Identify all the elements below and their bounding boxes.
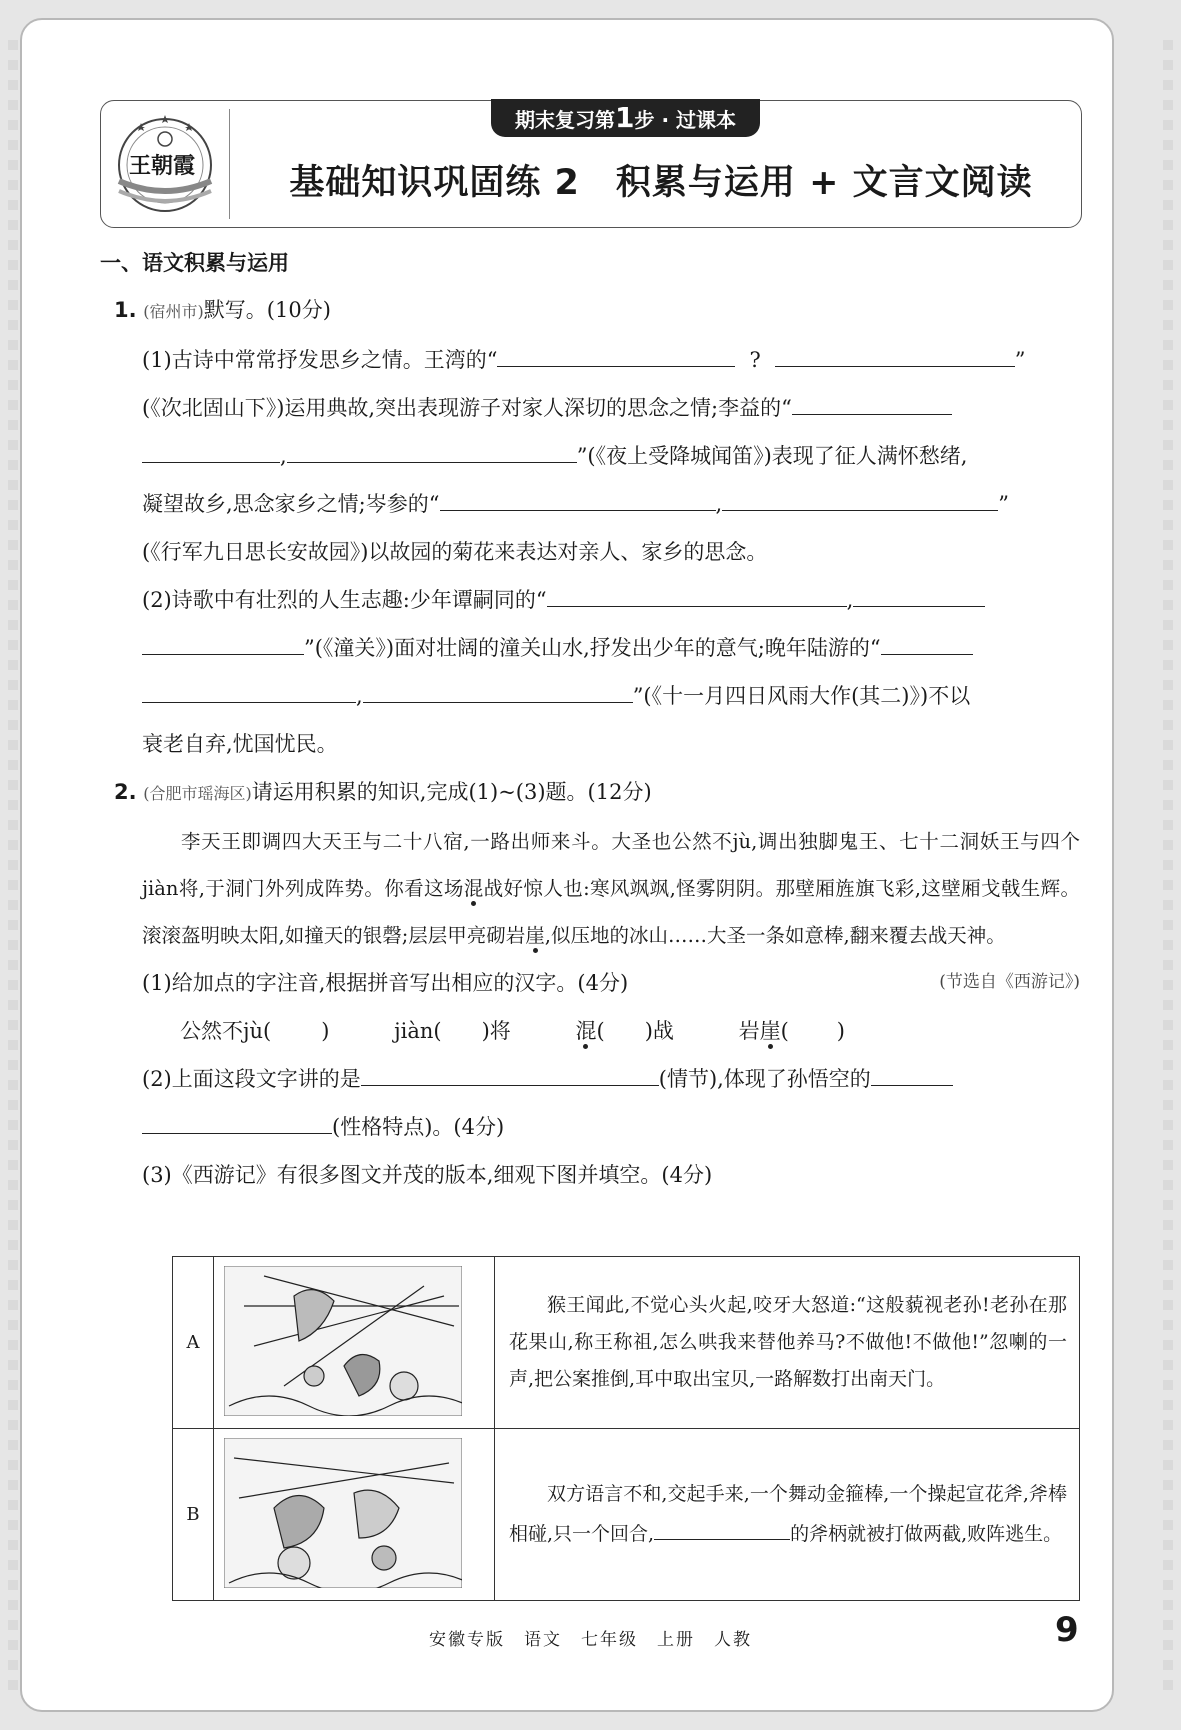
table-row bbox=[173, 1257, 1080, 1429]
answer-blank[interactable] bbox=[363, 676, 633, 703]
row-label: A bbox=[173, 1257, 214, 1429]
step-tag bbox=[491, 99, 760, 137]
text-segment: ) bbox=[836, 1019, 845, 1043]
text-segment: ” bbox=[1014, 348, 1026, 372]
text-segment: (性格特点)。(4分) bbox=[332, 1115, 505, 1139]
text-segment: ”(《十一月四日风雨大作(其二)》)不以 bbox=[632, 684, 971, 708]
answer-blank[interactable] bbox=[142, 436, 280, 463]
text-segment: , bbox=[846, 588, 854, 612]
text-segment: ) bbox=[321, 1019, 330, 1043]
answer-blank[interactable] bbox=[775, 340, 1015, 367]
text-segment: ” bbox=[998, 492, 1009, 516]
answer-blank[interactable] bbox=[853, 580, 985, 607]
footer-edition: 安徽专版 语文 七年级 上册 人教 bbox=[429, 1630, 752, 1650]
story-text-a: 猴王闻此,不觉心头火起,咬牙大怒道:“这般藐视老孙!老孙在那花果山,称王称祖,怎么哄我来替他养马?不做他!不做他!”忽喇的一声,把公案推倒,耳中取出宝贝,一路解数打出南天门。 bbox=[495, 1257, 1080, 1429]
decorative-border-left bbox=[8, 40, 18, 1690]
answer-blank[interactable] bbox=[142, 1107, 332, 1134]
answer-blank[interactable] bbox=[654, 1513, 790, 1540]
question-2-heading bbox=[114, 768, 1080, 818]
text-segment: , bbox=[715, 492, 723, 516]
text-segment: 公然不jù( bbox=[180, 1019, 272, 1043]
text-segment: ”(《夜上受降城闻笛》)表现了征人满怀愁绪, bbox=[576, 444, 968, 468]
answer-blank[interactable] bbox=[792, 388, 952, 415]
sub-question-1: (1)给加点的字注音,根据拼音写出相应的汉字。(4分) bbox=[142, 971, 629, 995]
text-segment: 双方语言不和,交起手来,一个舞动金箍棒,一个操起宣花斧,斧棒相碰,只一个回合, bbox=[509, 1483, 1067, 1545]
dotted-char: 崖 bbox=[759, 1019, 781, 1043]
answer-blank[interactable] bbox=[361, 1059, 659, 1086]
text-segment: 凝望故乡,思念家乡之情;岑参的“ bbox=[142, 492, 440, 516]
illustration-battle-icon bbox=[224, 1266, 462, 1416]
step-tag-prefix: 期末复习第 bbox=[515, 108, 615, 132]
dotted-char: 崖 bbox=[525, 924, 545, 947]
question-prompt: 请运用积累的知识,完成(1)~(3)题。(12分) bbox=[251, 780, 652, 804]
step-tag-suffix: 步 · 过课本 bbox=[634, 108, 737, 132]
exercise-content bbox=[100, 248, 1080, 1199]
page-number: 9 bbox=[1055, 1610, 1079, 1650]
text-segment: (情节),体现了孙悟空的 bbox=[658, 1067, 871, 1091]
answer-blank[interactable] bbox=[142, 628, 304, 655]
story-text-b bbox=[495, 1429, 1080, 1601]
text-segment: , bbox=[356, 684, 363, 708]
text-segment: 战好惊人也:寒风飒飒,怪雾阴阴。那壁厢旌旗飞彩,这壁厢戈戟生辉。滚滚盔明映太阳,如撞天的银磬;层层甲亮砌岩 bbox=[142, 877, 1080, 947]
text-segment: (2)诗歌中有壮烈的人生志趣:少年谭嗣同的“ bbox=[142, 588, 547, 612]
passage-source: (节选自《西游记》) bbox=[939, 972, 1080, 992]
illustration-cell bbox=[214, 1257, 495, 1429]
text-segment: , bbox=[280, 444, 287, 468]
text-segment: ”(《潼关》)面对壮阔的潼关山水,抒发出少年的意气;晚年陆游的“ bbox=[304, 636, 881, 660]
text-segment: ,似压地的冰山……大圣一条如意棒,翻来覆去战天神。 bbox=[544, 924, 1006, 947]
text-segment: ( bbox=[596, 1019, 605, 1043]
text-segment: )将 bbox=[481, 1019, 511, 1043]
text-segment: 衰老自弃,忧国忧民。 bbox=[142, 732, 338, 756]
question-1-heading bbox=[114, 286, 1080, 336]
answer-blank[interactable] bbox=[142, 676, 356, 703]
question-source: (宿州市) bbox=[143, 302, 204, 321]
question-1-body bbox=[142, 336, 1080, 768]
answer-blank[interactable] bbox=[722, 484, 998, 511]
text-segment: 的斧柄就被打做两截,败阵逃生。 bbox=[790, 1523, 1063, 1545]
text-segment: ( bbox=[780, 1019, 789, 1043]
answer-blank[interactable] bbox=[881, 628, 973, 655]
question-number: 2. bbox=[114, 780, 137, 804]
section-title: 一、语文积累与运用 bbox=[100, 251, 289, 275]
logo-text: 王朝霞 bbox=[129, 153, 196, 179]
decorative-border-right bbox=[1163, 40, 1173, 1690]
text-segment: (1)古诗中常常抒发思乡之情。王湾的“ bbox=[142, 348, 498, 372]
table-row bbox=[173, 1429, 1080, 1601]
dotted-char: 混 bbox=[575, 1019, 597, 1043]
text-segment: (2)上面这段文字讲的是 bbox=[142, 1067, 361, 1091]
text-segment: 李天王即调四大天王与二十八宿,一路出师来斗。大圣也公然不jù,调出独脚鬼王、七十二洞妖王与四个jiàn将,于洞门外列成阵势。你看这场 bbox=[142, 830, 1080, 900]
pinyin-fill-row bbox=[180, 1007, 1080, 1055]
answer-blank[interactable] bbox=[287, 436, 577, 463]
title-banner bbox=[100, 100, 1082, 228]
dotted-char: 混 bbox=[463, 877, 484, 900]
text-segment: jiàn( bbox=[394, 1019, 442, 1043]
question-source: (合肥市瑶海区) bbox=[143, 784, 252, 803]
sub-question-2 bbox=[142, 1055, 1080, 1151]
page-title: 基础知识巩固练 2 积累与运用 + 文言文阅读 bbox=[289, 163, 1033, 203]
text-segment: (《次北固山下》)运用典故,突出表现游子对家人深切的思念之情;李益的“ bbox=[142, 396, 792, 420]
question-prompt: 默写。(10分) bbox=[203, 298, 331, 322]
row-label: B bbox=[173, 1429, 214, 1601]
answer-blank[interactable] bbox=[440, 484, 716, 511]
text-segment: )战 bbox=[644, 1019, 674, 1043]
sub-question-3: (3)《西游记》有很多图文并茂的版本,细观下图并填空。(4分) bbox=[142, 1163, 713, 1187]
illustration-duel-icon bbox=[224, 1438, 462, 1588]
answer-blank[interactable] bbox=[871, 1059, 953, 1086]
illustration-cell bbox=[214, 1429, 495, 1601]
text-segment: ? bbox=[749, 348, 761, 372]
text-segment: 岩 bbox=[738, 1019, 760, 1043]
illustration-table bbox=[172, 1256, 1080, 1601]
answer-blank[interactable] bbox=[497, 340, 735, 367]
text-segment: (《行军九日思长安故园》)以故园的菊花来表达对亲人、家乡的思念。 bbox=[142, 540, 768, 564]
step-tag-number: 1 bbox=[615, 101, 635, 134]
header-divider bbox=[229, 109, 230, 219]
question-number: 1. bbox=[114, 298, 137, 322]
answer-blank[interactable] bbox=[547, 580, 847, 607]
